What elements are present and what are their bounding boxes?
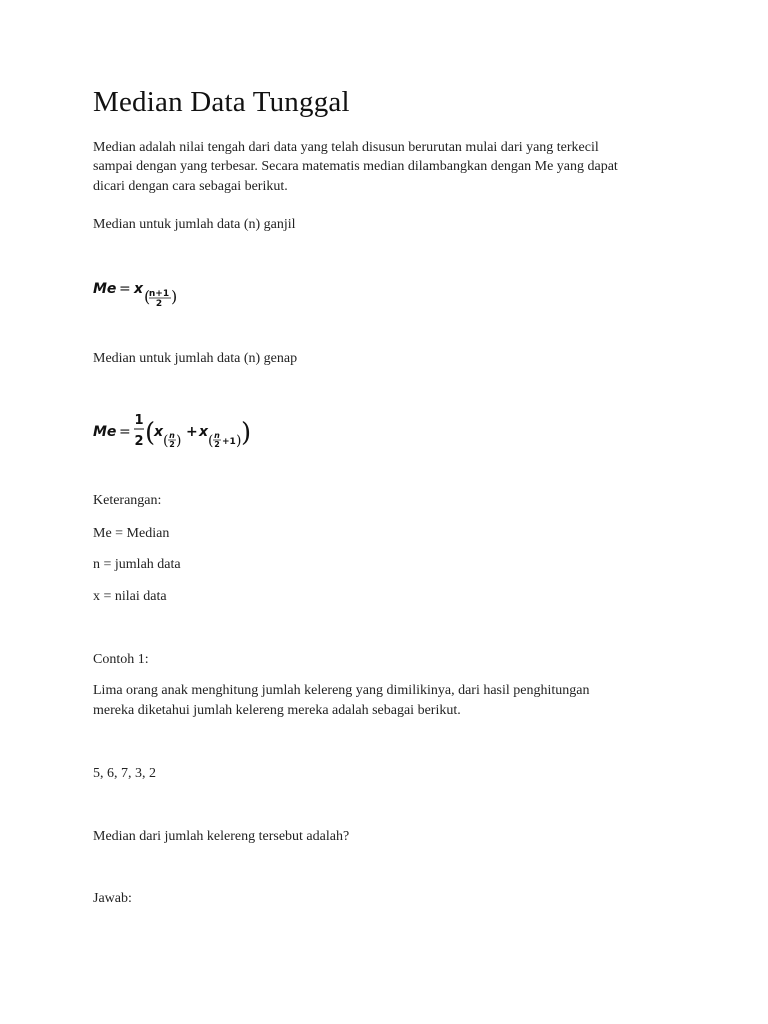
even-formula-plus: + [186,424,198,440]
even-formula-sub1-num: n [169,431,175,440]
odd-formula-sub-num: n+1 [148,289,170,299]
even-formula-sub1-lparen: ( [163,433,169,449]
even-formula-big-rparen: ) [241,418,252,448]
even-formula-equals: = [119,424,131,440]
even-formula-sub1-den: 2 [169,440,175,449]
even-formula-sub2-plus-one: +1 [222,437,236,447]
even-formula-coef-den: 2 [134,434,144,449]
odd-formula-rparen: ) [171,287,178,306]
even-formula-sub2-rparen: ) [236,433,242,449]
even-formula-var-1: x [154,424,164,440]
even-formula-sub2-lparen: ( [208,433,214,449]
odd-median-formula [93,276,203,312]
question-text: Median dari jumlah kelereng tersebut adalah? [93,829,350,844]
example-line-2: mereka diketahui jumlah kelereng mereka adalah sebagai berikut. [93,703,461,718]
keterangan-label: Keterangan: [93,493,162,508]
odd-formula-lhs: Me [93,281,117,297]
even-formula-sub1-rparen: ) [176,433,182,449]
definition-x: x = nilai data [93,589,167,604]
definition-me: Me = Median [93,526,170,541]
intro-line-2: sampai dengan yang terbesar. Secara matematis median dilambangkan dengan Me yang dapat [93,159,618,174]
even-formula-lhs: Me [93,424,117,440]
odd-formula-var: x [134,281,144,297]
even-formula-big-lparen: ( [145,418,156,448]
answer-label: Jawab: [93,891,132,906]
even-formula-coef-num: 1 [134,413,144,428]
odd-formula-lparen: ( [144,287,151,306]
data-values: 5, 6, 7, 3, 2 [93,766,156,781]
odd-formula-sub-den: 2 [155,299,163,309]
even-formula-sub2-num: n [214,431,220,440]
example-line-1: Lima orang anak menghitung jumlah kelereng yang dimilikinya, dari hasil penghitungan [93,683,590,698]
intro-line-1: Median adalah nilai tengah dari data yang telah disusun berurutan mulai dari yang terkecil [93,140,599,155]
intro-line-3: dicari dengan cara sebagai berikut. [93,179,288,194]
page-title: Median Data Tunggal [93,86,350,118]
odd-formula-equals: = [119,281,131,297]
even-formula-var-2: x [199,424,209,440]
even-formula-sub2-den: 2 [214,440,220,449]
definition-n: n = jumlah data [93,557,181,572]
odd-median-label: Median untuk jumlah data (n) ganjil [93,217,296,232]
even-median-label: Median untuk jumlah data (n) genap [93,351,298,366]
example-label: Contoh 1: [93,652,149,667]
even-median-formula [93,410,263,454]
